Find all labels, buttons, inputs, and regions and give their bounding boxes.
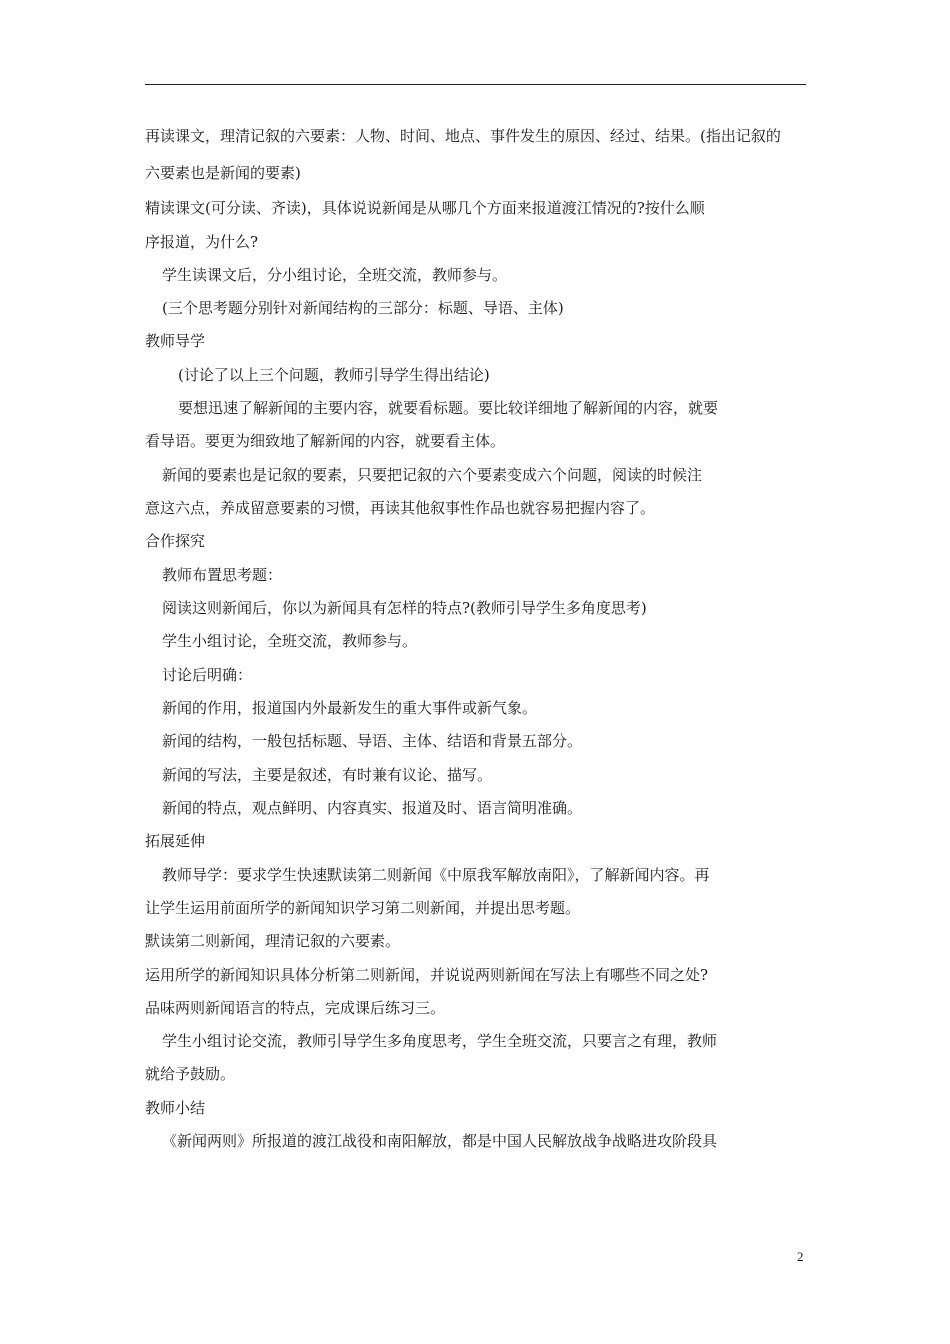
text-line: 品味两则新闻语言的特点，完成课后练习三。 [145, 999, 446, 1017]
text-line: 再读课文，理清记叙的六要素：人物、时间、地点、事件发生的原因、经过、结果。(指出记叙的 [145, 127, 781, 145]
text-line: 学生读课文后，分小组讨论，全班交流，教师参与。 [162, 266, 508, 284]
text-line: 阅读这则新闻后，你以为新闻具有怎样的特点?(教师引导学生多角度思考) [162, 599, 647, 617]
text-line: 默读第二则新闻，理清记叙的六要素。 [145, 932, 401, 950]
text-line: 六要素也是新闻的要素) [145, 164, 301, 182]
section-heading: 拓展延伸 [145, 832, 206, 850]
text-line: 新闻的写法，主要是叙述，有时兼有议论、描写。 [162, 766, 493, 784]
text-line: 教师导学：要求学生快速默读第二则新闻《中原我军解放南阳》，了解新闻内容。再 [162, 866, 710, 884]
text-line: 新闻的作用，报道国内外最新发生的重大事件或新气象。 [162, 699, 538, 717]
text-line: 新闻的要素也是记叙的要素，只要把记叙的六个要素变成六个问题，阅读的时候注 [162, 466, 703, 484]
text-line: 运用所学的新闻知识具体分析第二则新闻，并说说两则新闻在写法上有哪些不同之处? [145, 966, 709, 984]
section-heading: 教师小结 [145, 1099, 206, 1117]
section-heading: 教师导学 [145, 332, 206, 350]
text-line: 精读课文(可分读、齐读)，具体说说新闻是从哪几个方面来报道渡江情况的?按什么顺 [145, 199, 705, 217]
text-line: 意这六点，养成留意要素的习惯，再读其他叙事性作品也就容易把握内容了。 [145, 499, 656, 517]
text-line: 让学生运用前面所学的新闻知识学习第二则新闻，并提出思考题。 [145, 899, 581, 917]
text-line: 教师布置思考题： [162, 566, 283, 584]
text-line: 序报道，为什么? [145, 233, 259, 251]
text-line: (三个思考题分别针对新闻结构的三部分：标题、导语、主体) [162, 299, 564, 317]
header-rule [145, 84, 806, 85]
text-line: 讨论后明确： [162, 666, 253, 684]
text-line: 要想迅速了解新闻的主要内容，就要看标题。要比较详细地了解新闻的内容，就要 [178, 399, 719, 417]
text-line: 新闻的特点，观点鲜明、内容真实、报道及时、语言简明准确。 [162, 799, 583, 817]
text-line: 学生小组讨论，全班交流，教师参与。 [162, 632, 418, 650]
text-line: 学生小组讨论交流，教师引导学生多角度思考，学生全班交流，只要言之有理，教师 [162, 1032, 718, 1050]
text-line: 新闻的结构，一般包括标题、导语、主体、结语和背景五部分。 [162, 732, 583, 750]
text-line: 就给予鼓励。 [145, 1065, 236, 1083]
text-line: 看导语。要更为细致地了解新闻的内容，就要看主体。 [145, 432, 506, 450]
text-line: (讨论了以上三个问题，教师引导学生得出结论) [178, 366, 490, 384]
section-heading: 合作探究 [145, 532, 206, 550]
page-number: 2 [797, 1249, 804, 1264]
text-line: 《新闻两则》所报道的渡江战役和南阳解放，都是中国人民解放战争战略进攻阶段具 [162, 1132, 718, 1150]
